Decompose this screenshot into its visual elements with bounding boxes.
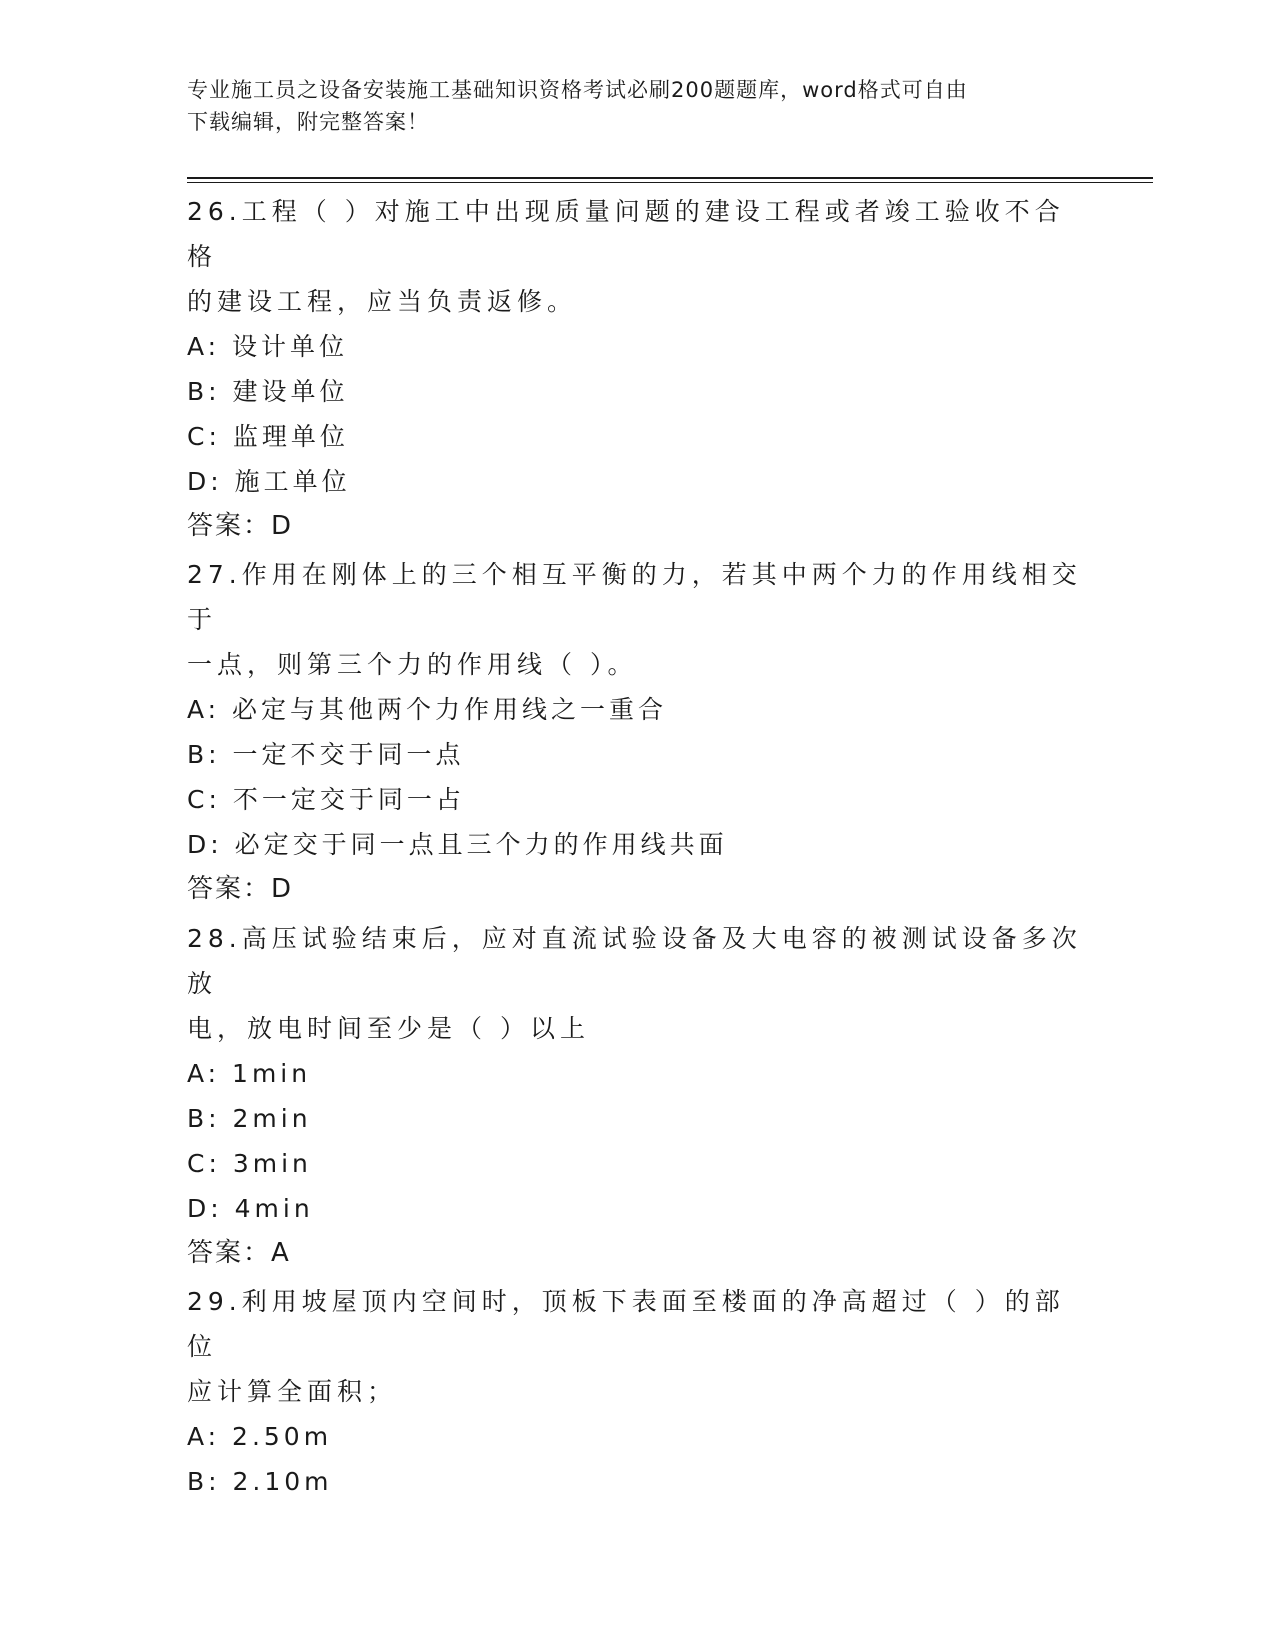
question-27: [187, 552, 1087, 912]
question-stem-line-1: 28.高压试验结束后，应对直流试验设备及大电容的被测试设备多次放: [187, 924, 1082, 998]
question-stem-line-1: 26.工程（ ）对施工中出现质量问题的建设工程或者竣工验收不合格: [187, 197, 1065, 271]
question-26: [187, 189, 1087, 549]
option-b: B: 建设单位: [187, 377, 349, 406]
option-b: B: 2.10m: [187, 1467, 333, 1496]
option-a: A: 必定与其他两个力作用线之一重合: [187, 695, 668, 724]
option-d: D: 4min: [187, 1194, 314, 1223]
question-stem-line-2: 一点，则第三个力的作用线（ ）。: [187, 650, 638, 679]
question-stem-line-1: 29.利用坡屋顶内空间时，顶板下表面至楼面的净高超过（ ）的部位: [187, 1287, 1065, 1361]
question-29: [187, 1279, 1087, 1504]
question-stem-line-2: 的建设工程，应当负责返修。: [187, 287, 578, 316]
header-line-2: 下载编辑，附完整答案！: [187, 110, 429, 134]
answer: 答案：A: [187, 1238, 291, 1268]
answer: 答案：D: [187, 511, 294, 541]
question-28: [187, 916, 1087, 1276]
question-stem-line-2: 应计算全面积；: [187, 1377, 398, 1406]
option-a: A: 1min: [187, 1059, 312, 1088]
option-c: C: 3min: [187, 1149, 312, 1178]
option-c: C: 监理单位: [187, 422, 349, 451]
option-b: B: 2min: [187, 1104, 312, 1133]
header-divider-thin: [187, 182, 1153, 183]
option-b: B: 一定不交于同一点: [187, 740, 465, 769]
question-stem-line-2: 电，放电时间至少是（ ）以上: [187, 1014, 590, 1043]
header-divider-thick: [187, 177, 1153, 179]
option-c: C: 不一定交于同一占: [187, 785, 465, 814]
answer: 答案：D: [187, 874, 294, 904]
question-stem-line-1: 27.作用在刚体上的三个相互平衡的力，若其中两个力的作用线相交于: [187, 560, 1082, 634]
document-header: [187, 74, 1067, 138]
header-line-1: 专业施工员之设备安装施工基础知识资格考试必刷200题题库，word格式可自由: [187, 78, 968, 102]
option-a: A: 设计单位: [187, 332, 349, 361]
option-a: A: 2.50m: [187, 1422, 333, 1451]
option-d: D: 施工单位: [187, 467, 351, 496]
option-d: D: 必定交于同一点且三个力的作用线共面: [187, 830, 728, 859]
